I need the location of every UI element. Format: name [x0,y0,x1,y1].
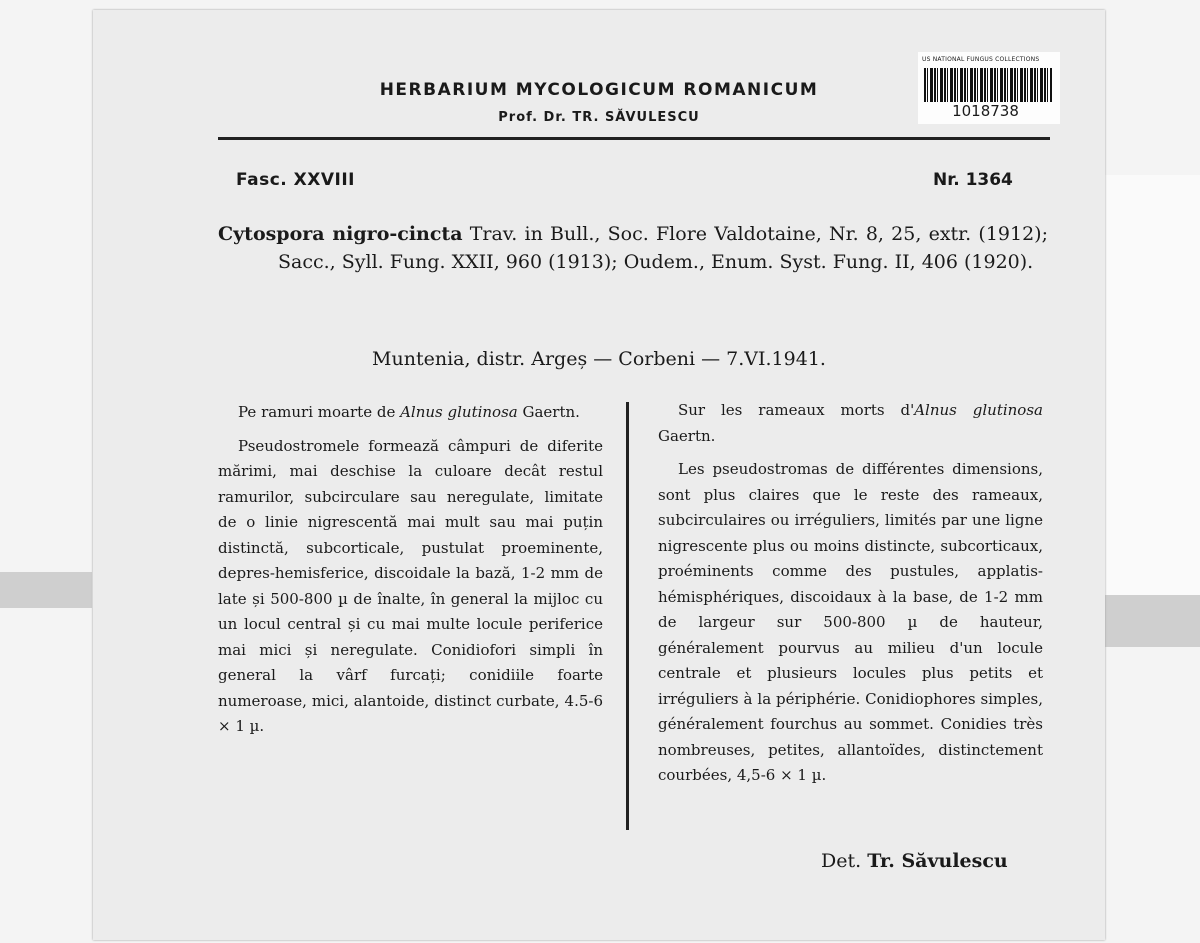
french-host-suffix: Gaertn. [658,426,716,445]
french-host-species: Alnus glutinosa [914,401,1043,419]
french-text: Les pseudostromas de différentes dimensions, sont plus claires que le reste des rameaux, subcirculaires ou irréguliers, limités par une ligne nigrescente plus ou moins distincte, subcorticaux, proéminents comme des pustules, applatis-hémisphériques, discoidaux à la base, de 1-2 mm de largeur sur 500-800 µ de hauteur, généralement pourvus au milieu d'un locule centrale et plusieurs locules plus petits et irréguliers à la périphérie. Conidiophores simples, généralement fourchus au sommet. Conidies très nombreuses, petites, allantoïdes, distinctement courbées, 4,5-6 × 1 µ. [658,460,1043,784]
collection-locality: Muntenia, distr. Argeș — Corbeni — 7.VI.1941. [372,348,826,370]
romanian-text: Pseudostromele formează câmpuri de diferite mărimi, mai deschise la culoare decât restul ramurilor, subcirculare sau neregulate, limitate de o linie nigrescentă mai mult sau mai puțin distinctă, subcorticale, pustulat proeminente, depres-hemisferice, discoidale la bază, 1-2 mm de late și 500-800 µ de înalte, în general la mijloc cu un locul central și cu mai multe locule periferice mai mici și neregulate. Conidiofori simpli în general la vârf furcați; conidiile foarte numeroase, mici, alantoide, distinct curbate, 4.5-6 × 1 µ. [218,436,603,735]
species-name: Cytospora nigro-cincta [218,223,463,245]
herbarium-label [93,10,1105,940]
romanian-host-suffix: Gaertn. [517,403,580,421]
barcode-number: 1018738 [952,102,1019,120]
french-host [658,398,1043,449]
barcode-caption: US NATIONAL FUNGUS COLLECTIONS [922,56,1040,63]
romanian-host [218,400,603,426]
determiner-name: Tr. Săvulescu [867,850,1008,872]
determiner-prefix: Det. [821,850,868,872]
romanian-description [218,400,603,748]
determiner-line [821,850,1008,872]
french-description [658,398,1043,797]
barcode-label [918,52,1060,124]
header-rule [218,137,1050,140]
species-citation [218,220,1048,276]
background-board-edge-left [0,572,92,608]
french-host-prefix: Sur les rameaux morts d' [678,401,915,419]
background-sheet-right [1105,175,1200,595]
column-divider [626,402,629,830]
romanian-host-prefix: Pe ramuri moarte de [238,403,401,421]
citation-reference: Trav. in Bull., Soc. Flore Valdotaine, Nr. 8, 25, extr. (1912); Sacc., Syll. Fung. XXII, 960 (1913); Oudem., Enum. Syst. Fung. II, 406 (1920). [278,223,1048,273]
editor-line: Prof. Dr. TR. SĂVULESCU [498,110,700,125]
institution-title: HERBARIUM MYCOLOGICUM ROMANICUM [379,80,819,100]
fascicle-number: Fasc. XXVIII [236,170,356,190]
barcode-icon [924,68,1052,102]
specimen-number: Nr. 1364 [933,170,1013,190]
background-board-edge-right [1105,595,1200,647]
romanian-host-species: Alnus glutinosa [400,403,518,421]
